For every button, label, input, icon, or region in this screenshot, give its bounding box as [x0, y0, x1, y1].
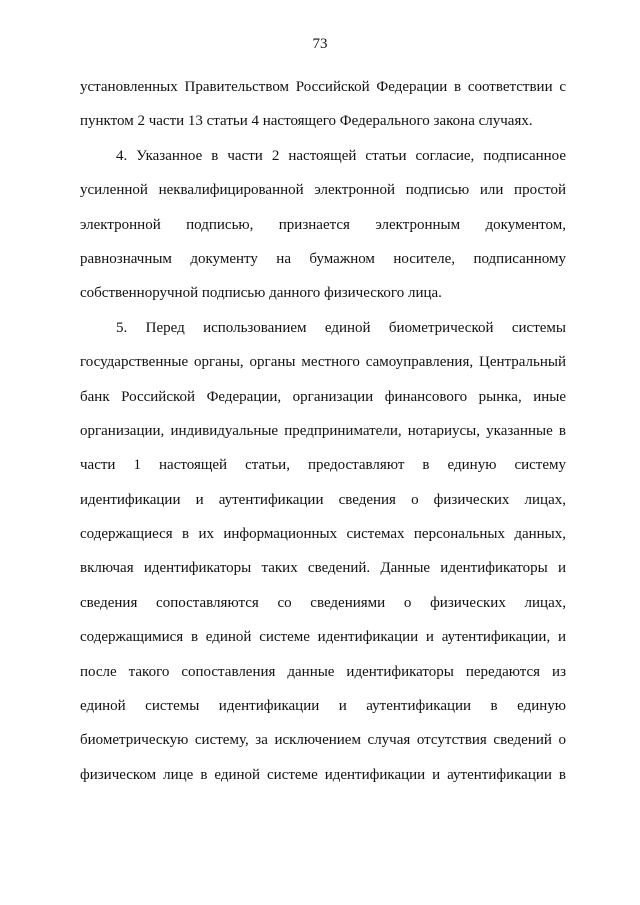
text-line: 5. Перед использованием единой биометрической системы	[116, 319, 566, 336]
text-line: сведения сопоставляются со сведениями о физических лицах,	[80, 594, 566, 611]
text-line: идентификации и аутентификации сведения о физических лицах,	[80, 491, 566, 508]
text-line: физическом лице в единой системе идентификации и аутентификации в	[80, 766, 566, 783]
text-line: электронной подписью, признается электронным документом,	[80, 216, 566, 233]
text-line: включая идентификаторы таких сведений. Данные идентификаторы и	[80, 560, 566, 577]
text-line: равнозначным документу на бумажном носителе, подписанному	[80, 250, 566, 267]
text-line: содержащимися в единой системе идентификации и аутентификации, и	[80, 629, 566, 646]
text-line: организации, индивидуальные предприниматели, нотариусы, указанные в	[80, 422, 566, 439]
page-number: 73	[312, 36, 328, 52]
paragraph-4	[80, 139, 566, 311]
text-line: единой системы идентификации и аутентификации в единую	[80, 698, 566, 715]
text-line: пунктом 2 части 13 статьи 4 настоящего Федерального закона случаях.	[80, 113, 533, 130]
text-line: установленных Правительством Российской Федерации в соответствии с	[80, 79, 566, 95]
text-line: 4. Указанное в части 2 настоящей статьи согласие, подписанное	[116, 147, 566, 164]
text-line: усиленной неквалифицированной электронной подписью или простой	[80, 182, 566, 199]
text-line: части 1 настоящей статьи, предоставляют в единую систему	[80, 457, 566, 474]
document-body	[80, 70, 566, 792]
text-line: собственноручной подписью данного физического лица.	[80, 285, 442, 302]
text-line: банк Российской Федерации, организации финансового рынка, иные	[80, 388, 566, 405]
text-line: после такого сопоставления данные идентификаторы передаются из	[80, 663, 566, 680]
paragraph-5	[80, 311, 566, 792]
text-line: биометрическую систему, за исключением случая отсутствия сведений о	[80, 732, 566, 749]
paragraph-continuation	[80, 70, 566, 139]
text-line: государственные органы, органы местного самоуправления, Центральный	[80, 354, 566, 371]
text-line: содержащиеся в их информационных системах персональных данных,	[80, 526, 566, 543]
